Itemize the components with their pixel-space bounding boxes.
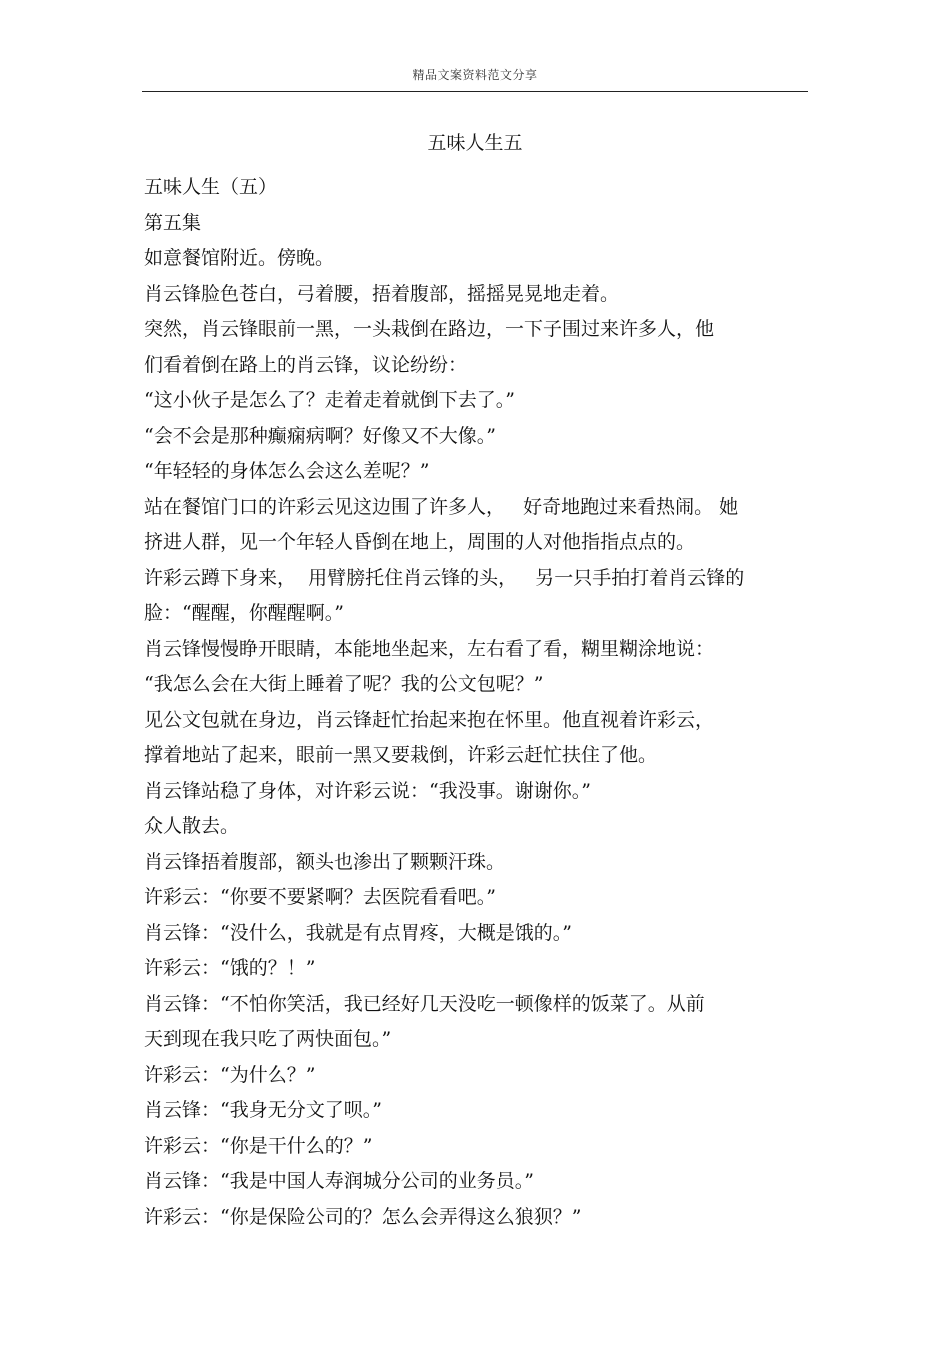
text-line: 如意餐馆附近。傍晚。: [144, 247, 335, 269]
text-line: 挤进人群，见一个年轻人昏倒在地上，周围的人对他指指点点的。: [144, 531, 696, 553]
header-divider: [142, 91, 808, 92]
text-line: 脸：“醒醒，你醒醒啊。”: [144, 602, 344, 624]
text-line: 许彩云：“为什么？”: [144, 1063, 316, 1086]
text-line: 许彩云：“你是保险公司的？怎么会弄得这么狼狈？”: [144, 1205, 582, 1228]
text-line: 天到现在我只吃了两快面包。”: [144, 1028, 392, 1050]
text-line: 们看着倒在路上的肖云锋，议论纷纷：: [144, 353, 468, 376]
text-line: 肖云锋慢慢睁开眼睛，本能地坐起来，左右看了看，糊里糊涂地说：: [144, 637, 715, 660]
text-line: 肖云锋：“没什么，我就是有点胃疼，大概是饿的。”: [144, 921, 572, 944]
text-line: 许彩云蹲下身来， 用臂膀托住肖云锋的头， 另一只手拍打着肖云锋的: [144, 566, 745, 589]
document-title: 五味人生五: [427, 132, 523, 154]
text-line: 肖云锋脸色苍白，弓着腰，捂着腹部，摇摇晃晃地走着。: [144, 282, 620, 305]
text-line: 撑着地站了起来，眼前一黑又要栽倒，许彩云赶忙扶住了他。: [144, 744, 658, 766]
text-line: 肖云锋：“我身无分文了呗。”: [144, 1099, 382, 1121]
text-line: 许彩云：“你要不要紧啊？去医院看看吧。”: [144, 886, 496, 908]
text-line: 众人散去。: [144, 815, 240, 837]
text-line: 站在餐馆门口的许彩云见这边围了许多人， 好奇地跑过来看热闹。 她: [144, 495, 739, 518]
text-line: 肖云锋：“我是中国人寿润城分公司的业务员。”: [144, 1170, 534, 1192]
text-line: 第五集: [144, 211, 202, 234]
document-body: [144, 170, 810, 1235]
text-line: “这小伙子是怎么了？走着走着就倒下去了。”: [144, 389, 515, 411]
text-line: 肖云锋站稳了身体，对许彩云说：“我没事。谢谢你。”: [144, 779, 591, 802]
text-line: 许彩云：“饿的？！”: [144, 957, 316, 979]
text-line: 许彩云：“你是干什么的？”: [144, 1134, 373, 1157]
text-line: “年轻轻的身体怎么会这么差呢？”: [144, 460, 430, 482]
text-line: 肖云锋捂着腹部，额头也渗出了颗颗汗珠。: [144, 850, 506, 873]
text-line: “会不会是那种癫痫病啊？好像又不大像。”: [144, 424, 496, 447]
text-line: 突然，肖云锋眼前一黑，一头栽倒在路边，一下子围过来许多人，他: [144, 318, 715, 340]
text-line: 五味人生（五）: [144, 176, 278, 198]
page-header-text: 精品文案资料范文分享: [412, 68, 538, 82]
text-line: “我怎么会在大街上睡着了呢？我的公文包呢？”: [144, 673, 544, 695]
text-line: 肖云锋：“不怕你笑活，我已经好几天没吃一顿像样的饭菜了。从前: [144, 992, 705, 1015]
text-line: 见公文包就在身边，肖云锋赶忙抬起来抱在怀里。他直视着许彩云，: [144, 708, 715, 731]
